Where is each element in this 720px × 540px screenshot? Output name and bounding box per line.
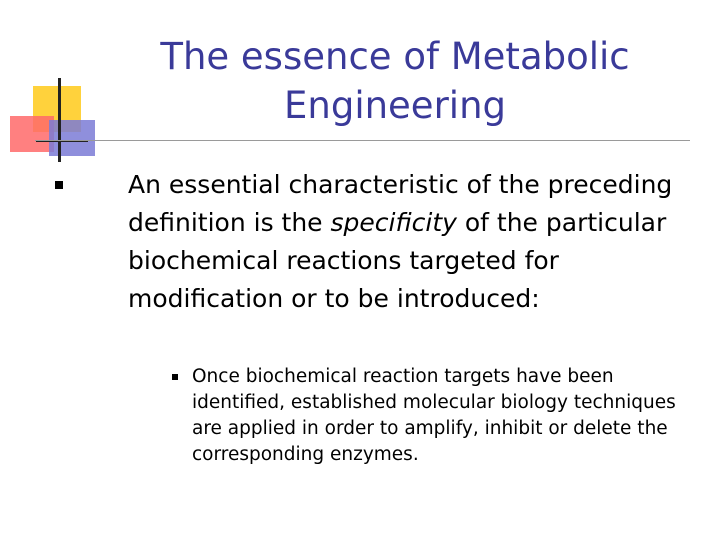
bullet-square-icon — [55, 181, 63, 189]
bullet-text — [128, 166, 703, 318]
bullet-text-end: of the particular biochemical reactions targeted for modification or to be introduced: — [128, 208, 667, 313]
sub-bullet-text: Once biochemical reaction targets have been identified, established molecular biology techniques are applied in order to amplify, inhibit or delete the corresponding enzymes. — [192, 366, 676, 465]
blue-square — [49, 120, 95, 156]
red-square — [10, 116, 54, 152]
emphasized-word: specificity — [330, 208, 457, 237]
slide-title: The essence of Metabolic Engineering — [160, 35, 630, 127]
title-divider — [35, 140, 690, 141]
sub-bullet-square-icon — [172, 374, 178, 380]
bullet-text-start: An essential characteristic of the preceding definition is the — [128, 170, 673, 237]
logo-vertical-line — [58, 78, 61, 162]
